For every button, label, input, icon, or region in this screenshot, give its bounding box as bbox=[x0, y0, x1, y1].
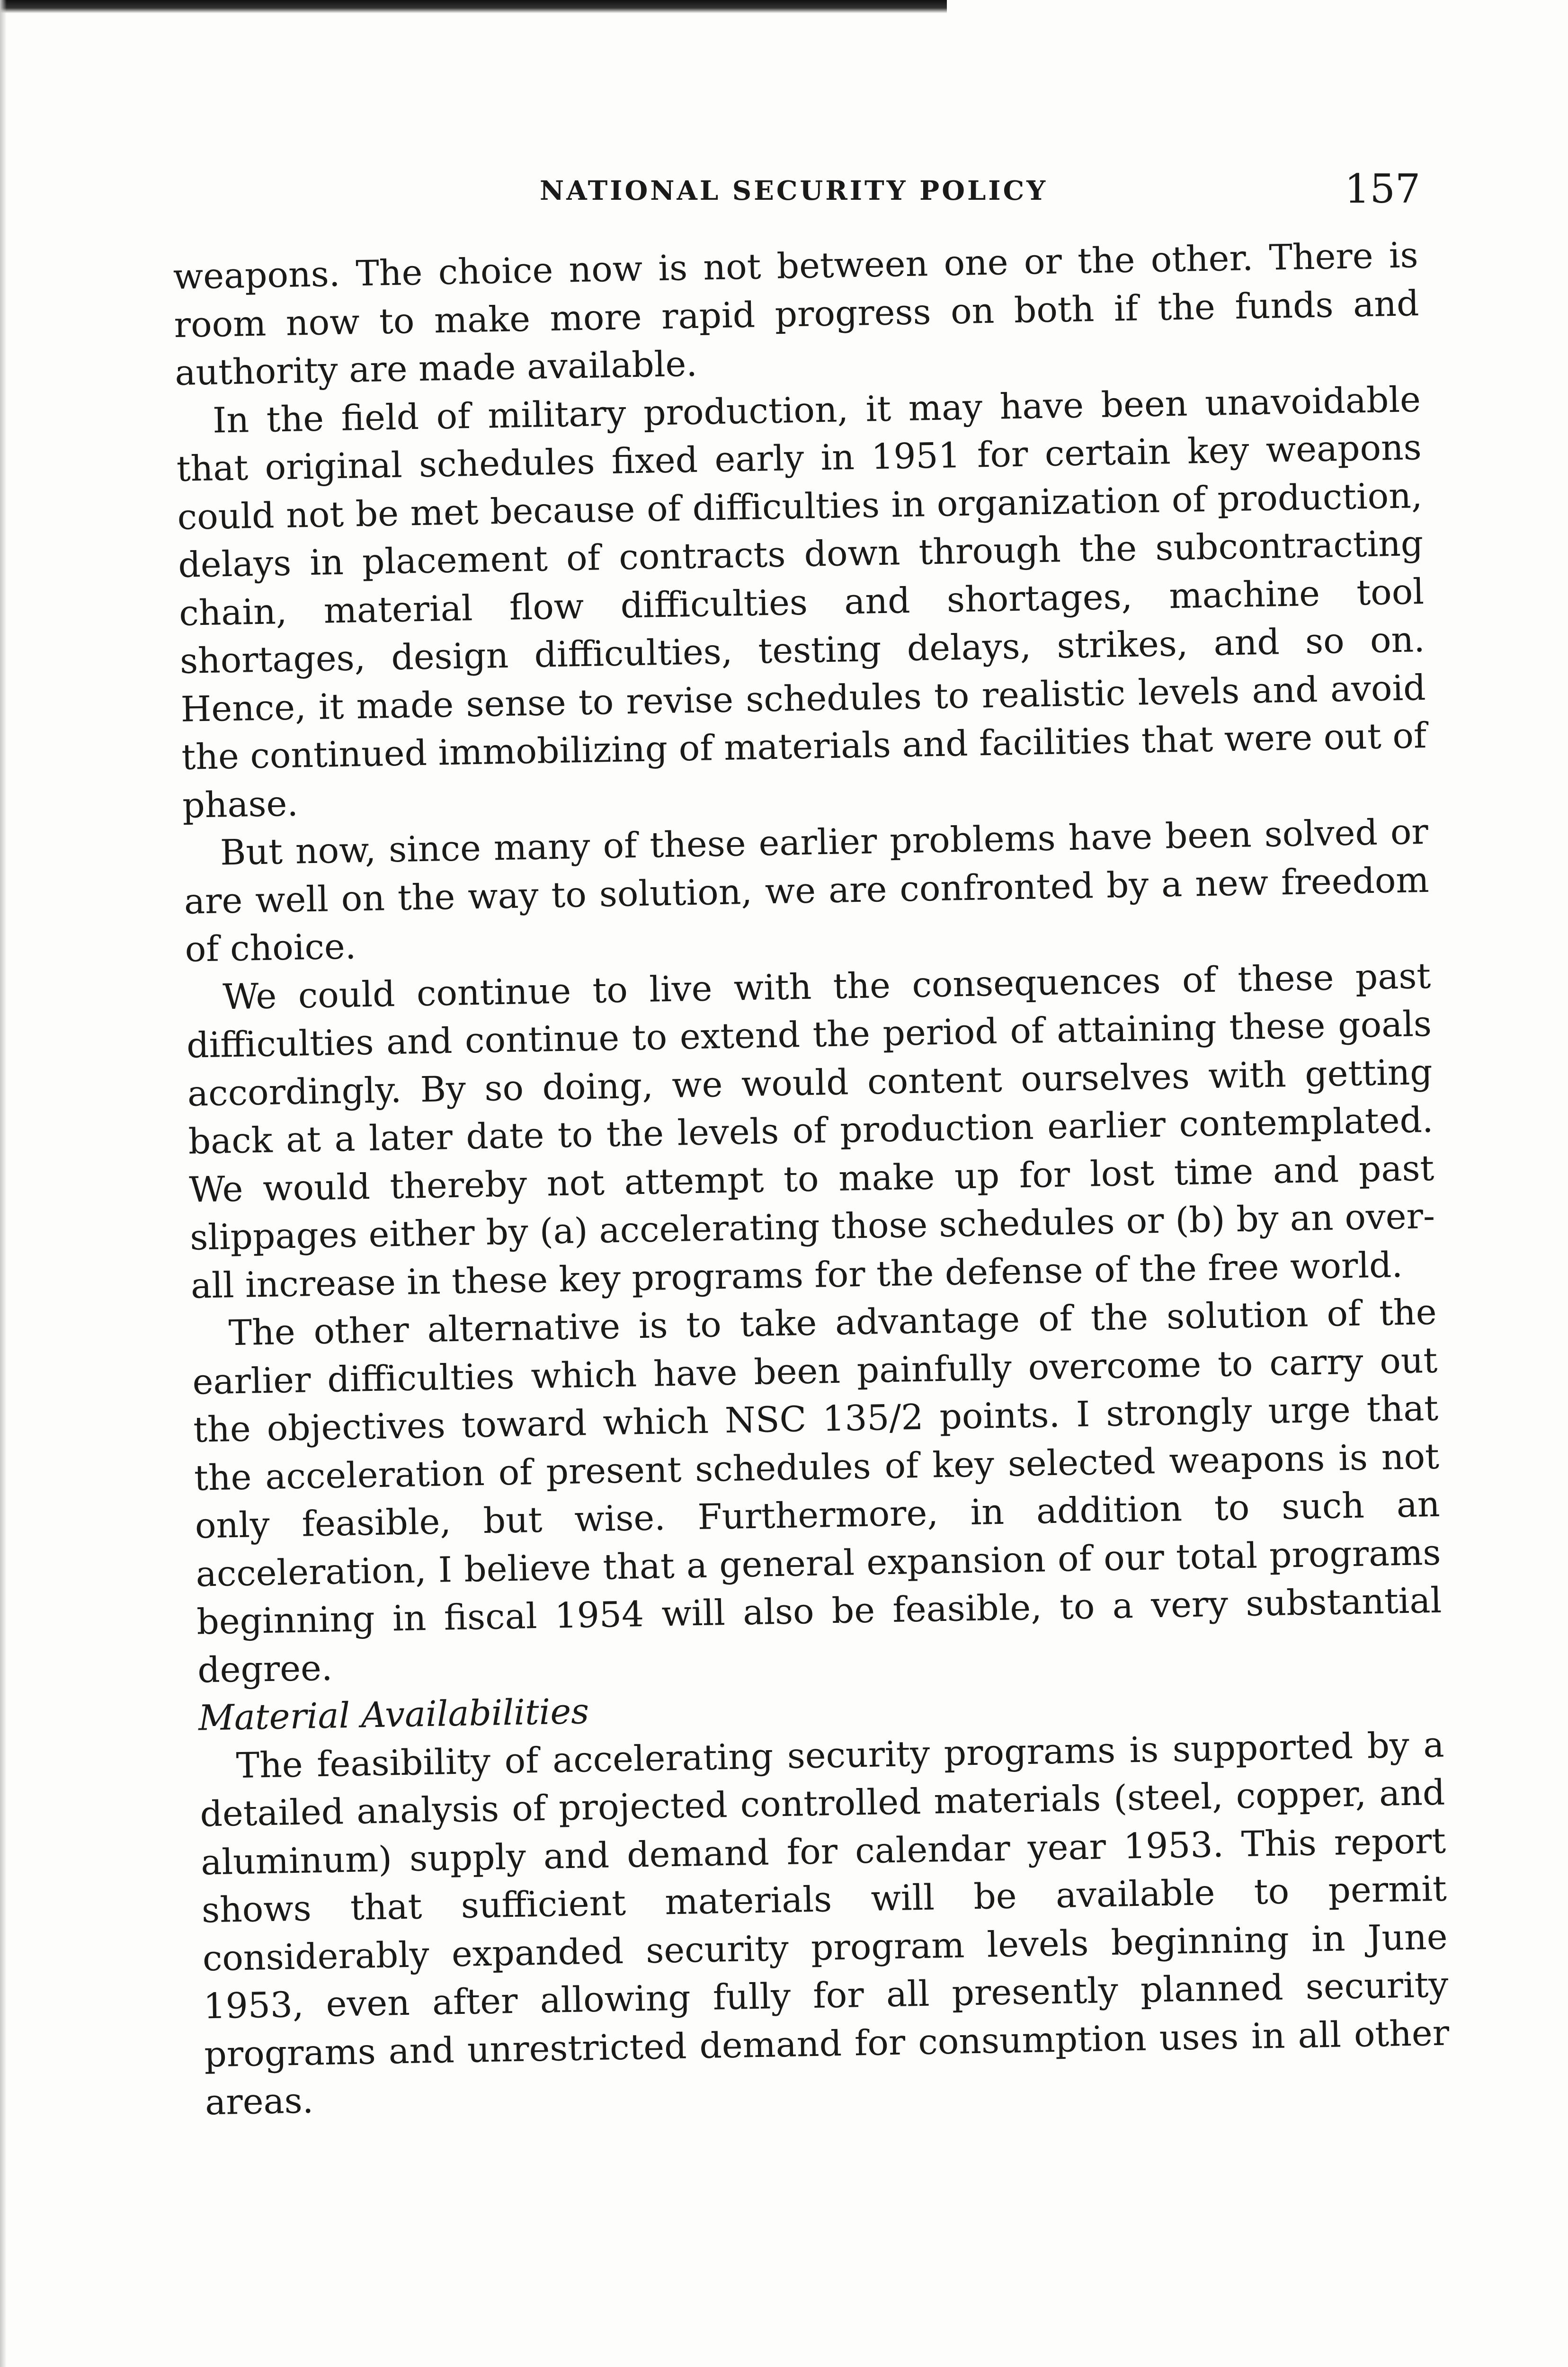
scan-top-edge bbox=[0, 0, 947, 13]
paragraph-4: We could continue to live with the consequences of these past difficulties and continue to extend the period of attaining these goals accordingly. By so doing, we would content ourselves with getting back at a later date to the levels of production earlier contemplated. We would thereby not attempt to make up for lost time and past slippages either by (a) accelerating those schedules or (b) by an over-all increase in these key programs for the defense of the free world. bbox=[186, 955, 1435, 1307]
paragraph-3: But now, since many of these earlier problems have been solved or are well on the way to solution, we are confronted by a new freedom of choice. bbox=[184, 811, 1430, 970]
paragraph-5: The other alternative is to take advantage of the solution of the earlier difficulties which have been painfully overcome to carry out the objectives toward which NSC 135/2 points. I strongly urge that the acceleration of present schedules of key selected weapons is not only feasible, but wise. Furthermore, in addition to such an acceleration, I believe that a general expansion of our total programs beginning in fiscal 1954 will also be feasible, to a very substantial degree. bbox=[192, 1291, 1442, 1691]
paragraph-6: The feasibility of accelerating security programs is supported by a detailed analysis of projected controlled materials (steel, copper, and aluminum) supply and demand for calendar year 1953. This report shows that sufficient materials will be available to permit considerably expanded security program levels beginning in June 1953, even after allowing fully for all presently planned security programs and unrestricted demand for consumption uses in all other areas. bbox=[199, 1724, 1450, 2123]
paragraph-1: weapons. The choice now is not between one or the other. There is room now to make more rapid progress on both if the funds and authority are made available. bbox=[173, 235, 1419, 393]
scan-left-edge bbox=[0, 0, 7, 2367]
running-head bbox=[0, 166, 1568, 222]
running-title: NATIONAL SECURITY POLICY bbox=[540, 175, 1048, 206]
paragraph-2: In the field of military production, it may have been unavoidable that original schedules fixed early in 1951 for certain key weapons could not be met because of difficulties in organization of production, delays in placement of contracts down through the subcontracting chain, material flow difficulties and shortages, machine tool shortages, design difficulties, testing delays, strikes, and so on. Hence, it made sense to revise schedules to realistic levels and avoid the continued immobilizing of materials and facilities that were out of phase. bbox=[176, 379, 1427, 826]
page-number: 157 bbox=[1345, 166, 1421, 212]
body-text bbox=[173, 231, 1451, 2127]
section-subheading: Material Availabilities bbox=[198, 1691, 589, 1739]
